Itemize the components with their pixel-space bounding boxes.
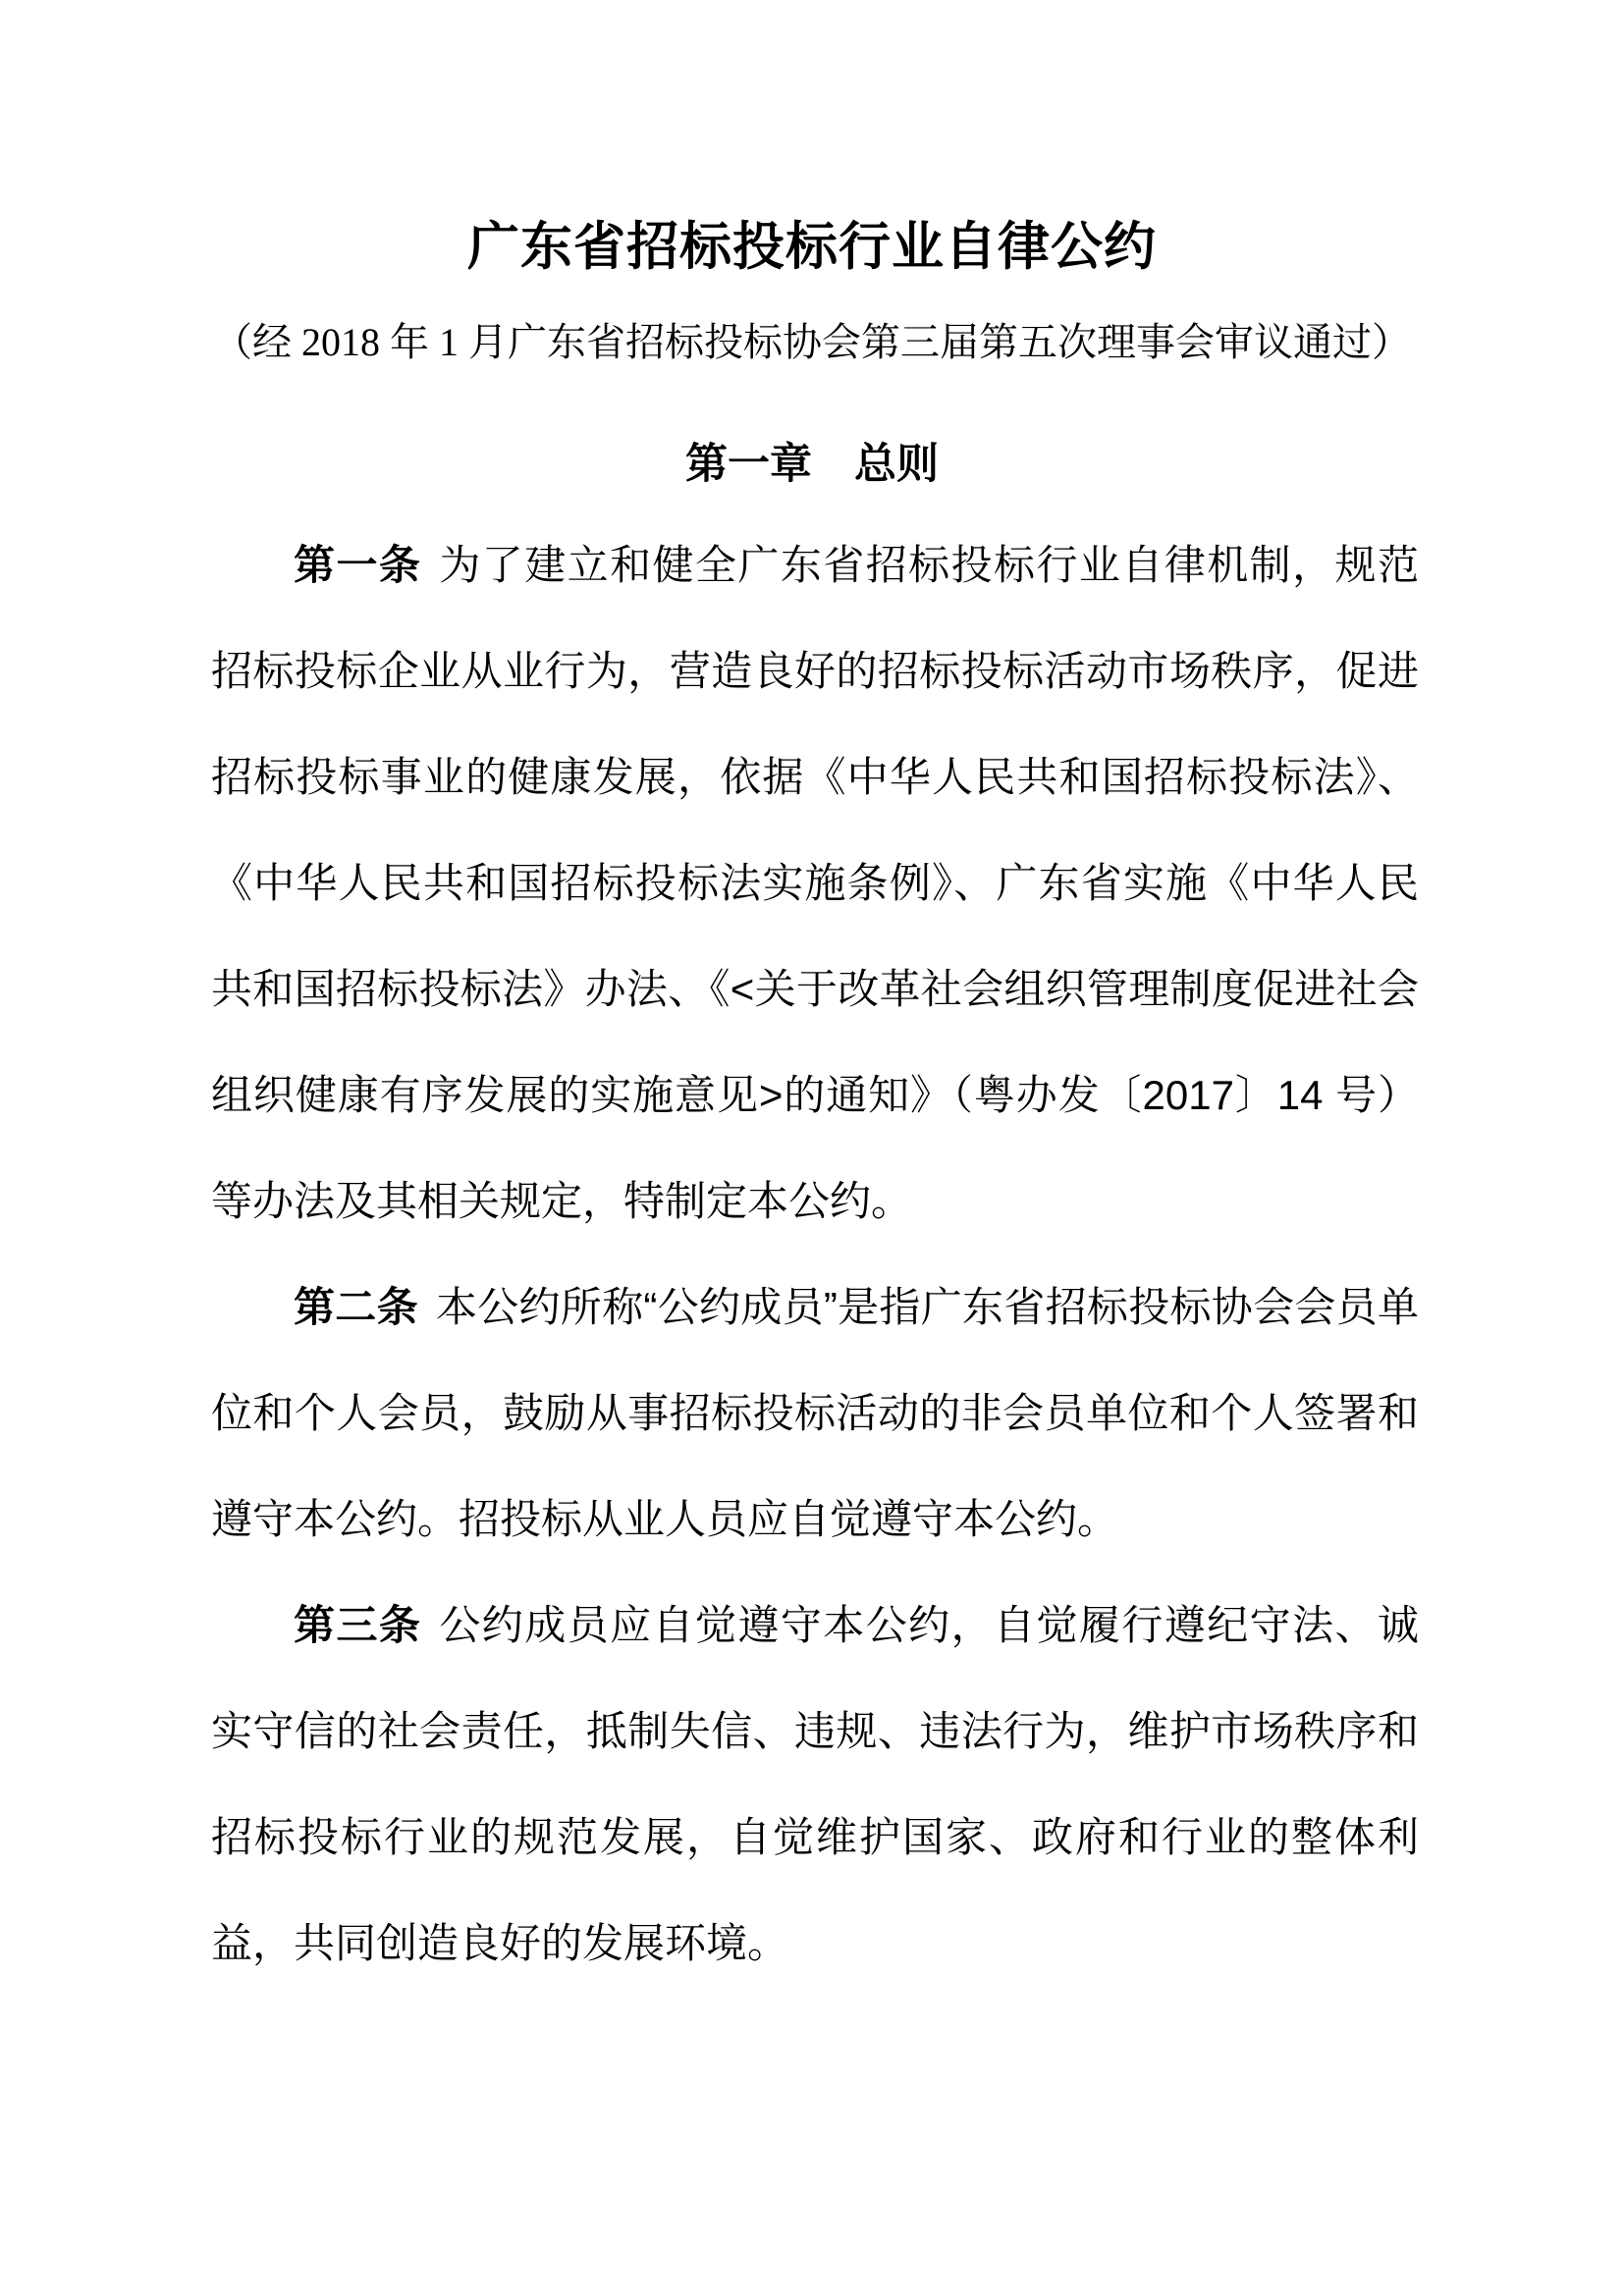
article-1-text: 为了建立和健全广东省招标投标行业自律机制，规范招标投标企业从业行为，营造良好的招标投标活动市场秩序，促进招标投标事业的健康发展，依据《中华人民共和国招标投标法》、《中华人民共和国招标投标法实施条例》、广东省实施《中华人民共和国招标投标法》办法、《<关于改革社会组织管理制度促进社会组织健康有序发展的实施意见>的通知》（粤办发〔2017〕14 号）等办法及其相关规定，特制定本公约。 xyxy=(211,542,1419,1224)
document-title: 广东省招标投标行业自律公约 xyxy=(467,218,1157,276)
article-1-paragraph xyxy=(211,512,1419,1255)
article-2-label: 第二条 xyxy=(294,1284,418,1330)
document-body xyxy=(211,512,1419,1997)
article-3-text: 公约成员应自觉遵守本公约，自觉履行遵纪守法、诚实守信的社会责任，抵制失信、违规、违法行为，维护市场秩序和招标投标行业的规范发展，自觉维护国家、政府和行业的整体利益，共同创造良好的发展环境。 xyxy=(211,1602,1419,1966)
chapter-heading: 第一章 总则 xyxy=(685,441,939,488)
article-3-paragraph xyxy=(211,1573,1419,1997)
article-2-paragraph xyxy=(211,1255,1419,1573)
document-subtitle: （经 2018 年 1 月广东省招标投标协会第三届第五次理事会审议通过） xyxy=(213,320,1411,364)
article-3-label: 第三条 xyxy=(294,1602,422,1648)
article-2-text: 本公约所称“公约成员”是指广东省招标投标协会会员单位和个人会员，鼓励从事招标投标活动的非会员单位和个人签署和遵守本公约。招投标从业人员应自觉遵守本公约。 xyxy=(211,1284,1419,1542)
article-1-label: 第一条 xyxy=(294,542,422,588)
